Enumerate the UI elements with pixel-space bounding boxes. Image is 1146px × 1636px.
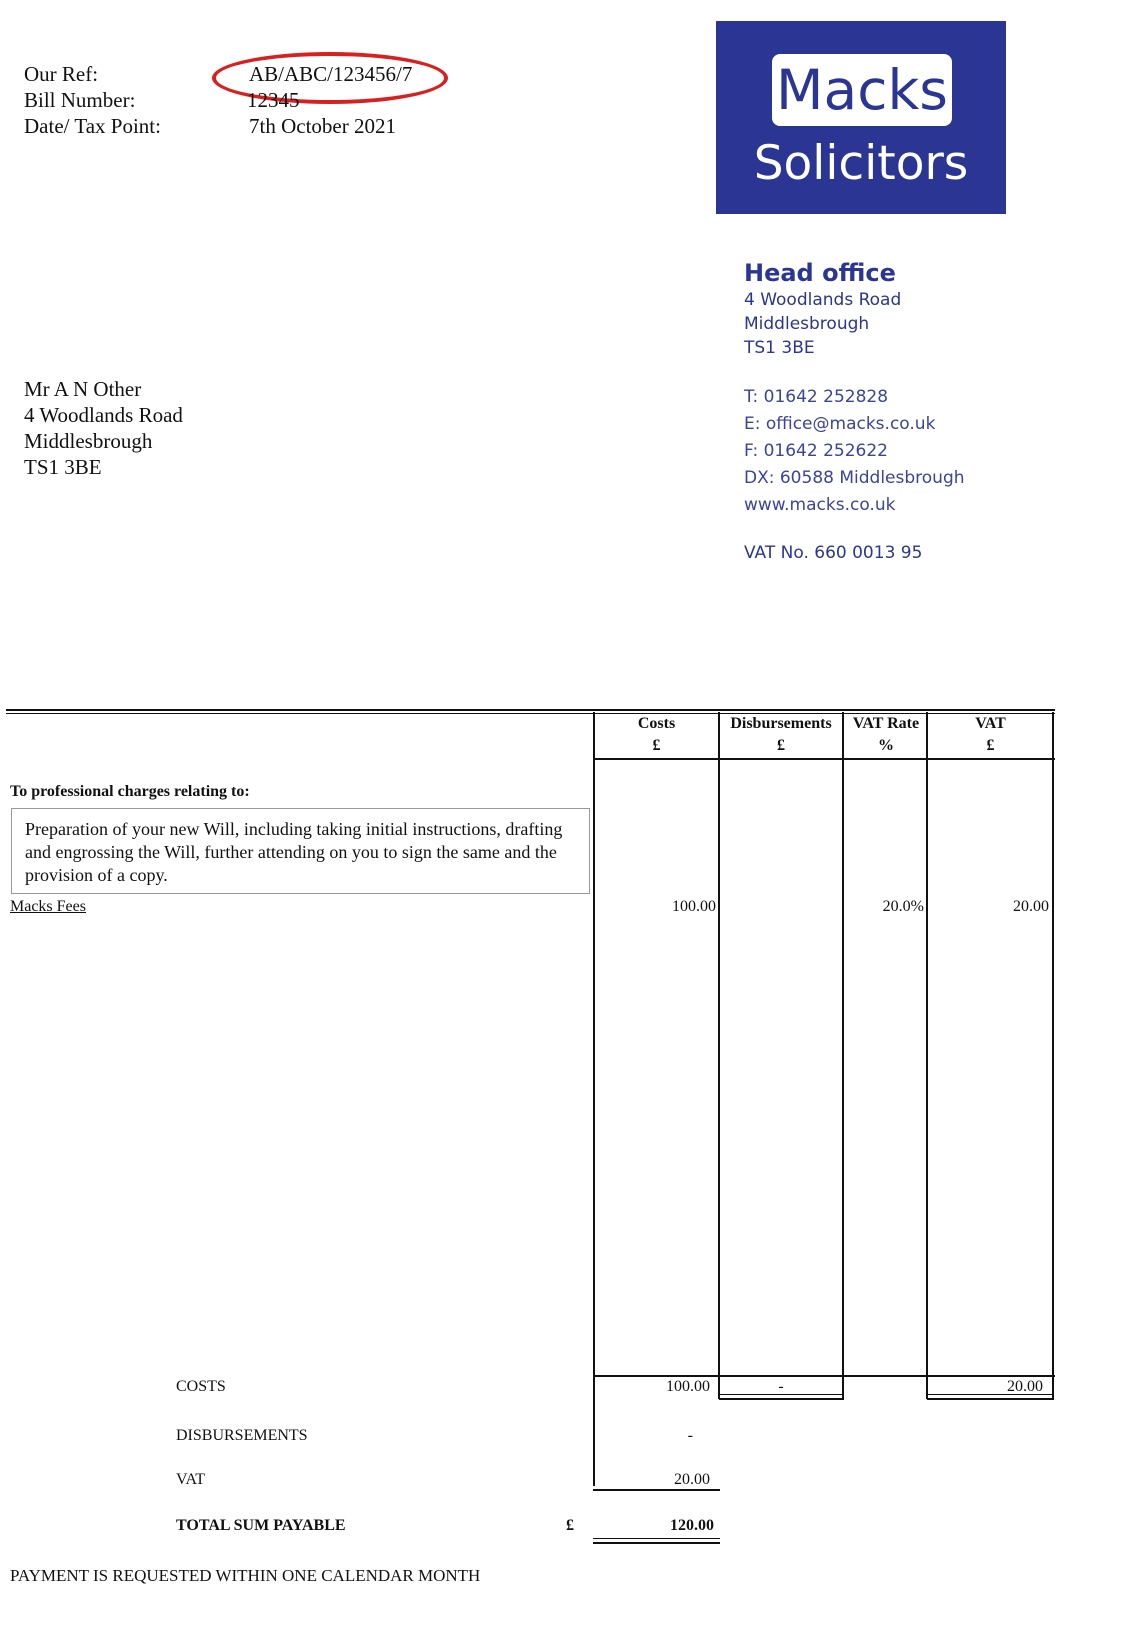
- charge-description: Preparation of your new Will, including taking initial instructions, drafting and engrossing the Will, further attending on you to sign the same and the provision of a copy.: [11, 808, 590, 894]
- office-address-line: TS1 3BE: [744, 338, 815, 358]
- our-ref-label: Our Ref:: [24, 62, 99, 86]
- office-vat-number: VAT No. 660 0013 95: [744, 543, 923, 563]
- column-divider: [718, 712, 720, 1399]
- date-value: 7th October 2021: [249, 114, 396, 138]
- recipient-name: Mr A N Other: [24, 377, 142, 401]
- total-value: 120.00: [670, 1517, 714, 1534]
- office-address-line: Middlesbrough: [744, 314, 870, 334]
- recipient-address-line: Middlesbrough: [24, 429, 153, 453]
- total-label: TOTAL SUM PAYABLE: [176, 1517, 346, 1534]
- totals-vat: 20.00: [1007, 1378, 1043, 1395]
- total-double-rule-2: [593, 1542, 720, 1544]
- summary-disbursements-value: -: [687, 1427, 693, 1444]
- header-vat-label: VAT: [975, 715, 1006, 732]
- logo-solicitors-text: Solicitors: [753, 136, 969, 191]
- column-divider: [1052, 712, 1054, 1399]
- item-vat-rate: 20.0%: [882, 898, 924, 915]
- header-vat-rate-label: VAT Rate: [852, 715, 920, 732]
- vat-double-rule-2: [927, 1398, 1054, 1400]
- header-vat-unit: £: [986, 737, 995, 754]
- header-disbursements-label: Disbursements: [730, 715, 832, 732]
- header-disbursements: [719, 713, 843, 757]
- summary-vat-value: 20.00: [674, 1471, 710, 1488]
- disb-double-rule-2: [719, 1398, 844, 1400]
- recipient-address: [24, 376, 183, 480]
- office-email[interactable]: E: office@macks.co.uk: [744, 414, 936, 434]
- summary-costs-label: COSTS: [176, 1378, 226, 1395]
- our-ref-value: AB/ABC/123456/7: [249, 62, 413, 86]
- office-fax: F: 01642 252622: [744, 441, 888, 461]
- macks-solicitors-logo: [716, 21, 1006, 214]
- totals-costs: 100.00: [666, 1378, 710, 1395]
- total-currency: £: [566, 1517, 574, 1534]
- header-costs: [594, 713, 719, 757]
- logo-macks-text: Macks: [776, 58, 948, 122]
- column-divider: [926, 712, 928, 1399]
- office-website[interactable]: www.macks.co.uk: [744, 495, 896, 515]
- office-address-line: 4 Woodlands Road: [744, 290, 902, 310]
- recipient-address-line: TS1 3BE: [24, 455, 102, 479]
- summary-disbursements-label: DISBURSEMENTS: [176, 1427, 308, 1444]
- item-label: Macks Fees: [10, 898, 86, 915]
- item-costs: 100.00: [672, 898, 716, 915]
- total-double-rule: [593, 1538, 720, 1539]
- logo-macks-box: [772, 54, 952, 126]
- payment-terms: PAYMENT IS REQUESTED WITHIN ONE CALENDAR MONTH: [10, 1566, 481, 1585]
- office-details: [744, 258, 965, 565]
- header-vat-rate-unit: %: [878, 737, 894, 754]
- header-costs-label: Costs: [637, 715, 676, 732]
- summary-vat-label: VAT: [176, 1471, 206, 1488]
- header-costs-unit: £: [652, 737, 661, 754]
- totals-disbursements: -: [778, 1378, 784, 1395]
- recipient-address-line: 4 Woodlands Road: [24, 403, 183, 427]
- column-divider: [842, 712, 844, 1399]
- date-label: Date/ Tax Point:: [24, 114, 161, 138]
- section-title: To professional charges relating to:: [10, 783, 250, 800]
- bill-number-label: Bill Number:: [24, 88, 136, 112]
- office-heading: Head office: [744, 259, 896, 287]
- header-disbursements-unit: £: [777, 737, 785, 754]
- header-vat-rate: [844, 713, 928, 757]
- item-vat: 20.00: [1013, 898, 1049, 915]
- bill-number-value: 12345: [247, 88, 300, 112]
- office-phone: T: 01642 252828: [744, 387, 889, 407]
- header-bottom-rule: [593, 758, 1055, 760]
- table-top-rule: [6, 709, 1055, 711]
- office-dx: DX: 60588 Middlesbrough: [744, 468, 965, 488]
- summary-vat-rule: [593, 1489, 720, 1491]
- header-vat: [928, 713, 1053, 757]
- column-divider: [593, 712, 595, 1486]
